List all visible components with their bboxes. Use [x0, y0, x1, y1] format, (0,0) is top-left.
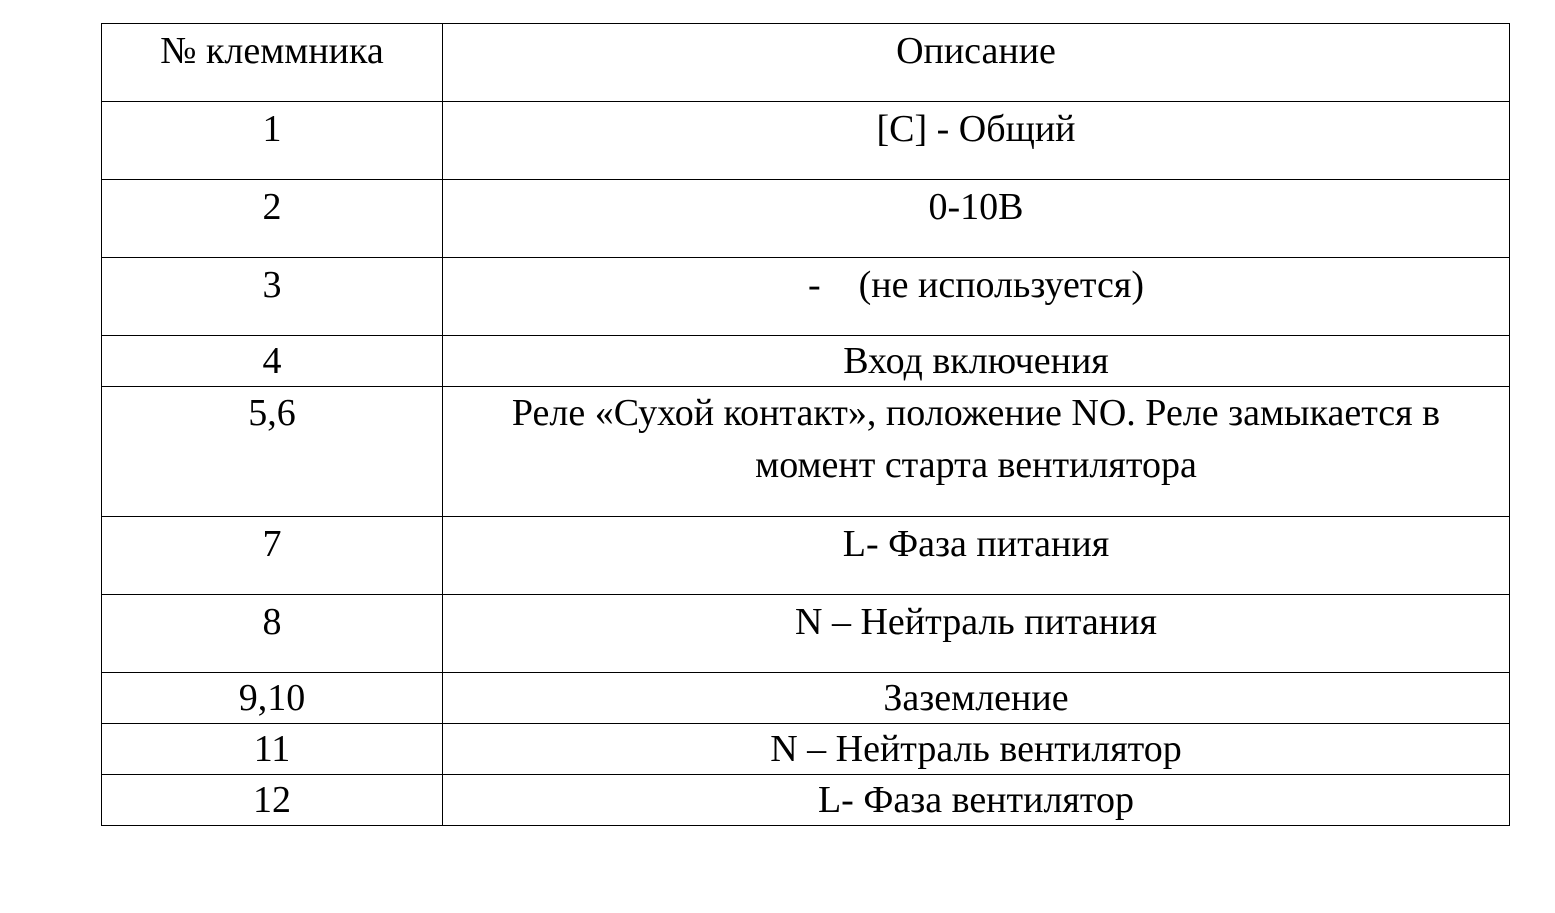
table-row	[102, 180, 1510, 258]
table-row	[102, 595, 1510, 673]
description-dash: -	[808, 264, 821, 306]
terminal-number: 3	[102, 258, 443, 336]
terminal-description: 0-10В	[443, 180, 1510, 258]
terminal-number: 11	[102, 724, 443, 775]
table-row	[102, 387, 1510, 517]
terminal-description: Реле «Сухой контакт», положение NO. Реле замыкается в момент старта вентилятора	[443, 387, 1510, 517]
terminal-number: 5,6	[102, 387, 443, 517]
terminal-description: N – Нейтраль вентилятор	[443, 724, 1510, 775]
terminal-number: 9,10	[102, 673, 443, 724]
terminal-number: 4	[102, 336, 443, 387]
terminal-description	[443, 258, 1510, 336]
terminal-table	[101, 23, 1510, 826]
table-row	[102, 102, 1510, 180]
terminal-description: Заземление	[443, 673, 1510, 724]
terminal-number: 8	[102, 595, 443, 673]
table-row	[102, 775, 1510, 826]
terminal-number: 2	[102, 180, 443, 258]
table-row	[102, 258, 1510, 336]
terminal-number: 1	[102, 102, 443, 180]
terminal-description: L- Фаза питания	[443, 517, 1510, 595]
table-header-row	[102, 24, 1510, 102]
terminal-description: Вход включения	[443, 336, 1510, 387]
terminal-number: 12	[102, 775, 443, 826]
column-header-number: № клеммника	[102, 24, 443, 102]
description-text: (не используется)	[858, 264, 1144, 306]
table-row	[102, 673, 1510, 724]
table-row	[102, 336, 1510, 387]
table-row	[102, 517, 1510, 595]
terminal-description: L- Фаза вентилятор	[443, 775, 1510, 826]
terminal-number: 7	[102, 517, 443, 595]
column-header-description: Описание	[443, 24, 1510, 102]
terminal-description: [C] - Общий	[443, 102, 1510, 180]
terminal-description: N – Нейтраль питания	[443, 595, 1510, 673]
table-row	[102, 724, 1510, 775]
